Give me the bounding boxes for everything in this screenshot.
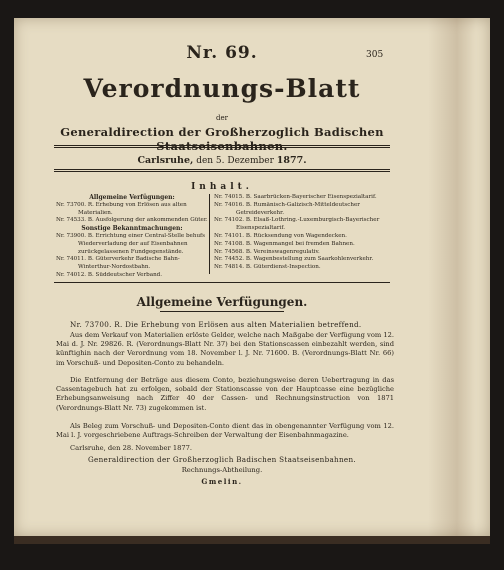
page-number: 305	[366, 50, 384, 60]
page-bottom-edge	[14, 536, 490, 544]
toc-entry: Nr. 74012. B. Süddeutscher Verband.	[56, 271, 163, 278]
toc-entry: Nr. 74101. B. Rücksendung von Wagendecken.	[214, 232, 347, 239]
paragraph-1: Aus dem Verkauf von Materialien erlöste Gelder, welche nach Maßgabe der Verfügung vom 12. Mai d. J. Nr. 29826. R. (Verordnungs-Blatt Nr. 37) bei den Stationscassen einbezahlt werden, sind künftighin nach der Verordnung vom 18. November l. J. Nr. 71600. B. (Verordnungs-Blatt Nr. 66) im Vorschuß- und Depositen-Conto zu behandeln.	[56, 331, 394, 367]
header-rule	[54, 145, 390, 146]
toc-entry: Nr. 74533. B. Ausfolgerung der ankommenden Güter.	[56, 217, 208, 224]
toc-entry: Nr. 74108. B. Wagenmangel bei fremden Bahnen.	[214, 240, 355, 247]
toc-entry: Nr. 74568. B. Vereinswagenregulativ.	[214, 248, 320, 255]
toc-entry: Nr. 74016. B. Rumänisch-Galizisch-Mitteldeutscher Getreideverkehr.	[214, 201, 360, 216]
date-rule	[54, 169, 390, 170]
page-fold-shadow	[428, 18, 476, 536]
toc-entry: Nr. 73900. B. Errichtung einer Central-Stelle behufs Wiederverladung der auf Eisenbahnen zurückgelassenen Fundgegenstände.	[56, 232, 205, 255]
date-year: 1877.	[276, 155, 307, 166]
paragraph-3: Als Beleg zum Vorschuß- und Depositen-Conto dient das in obengenannter Verfügung vom 12. Mai l. J. vorgeschriebene Auftrags-Schreiben der Verwaltung der Eisenbahnmagazine.	[56, 422, 394, 440]
document-title: Verordnungs-Blatt	[83, 74, 361, 103]
toc-entry: Nr. 74011. B. Güterverkehr Badische Bahn-Winterthur-Nordostbahn.	[56, 256, 180, 271]
toc-entry: Nr. 74015. B. Saarbrücken-Bayerischer Eisenspezialtarif.	[214, 194, 377, 200]
signature-name: Gmelin.	[201, 477, 243, 486]
toc-divider	[209, 194, 210, 274]
ordinance-headline: Nr. 73700. R. Die Erhebung von Erlösen aus alten Materialien betreffend.	[70, 320, 362, 329]
signature-department: Rechnungs-Abtheilung.	[181, 466, 263, 474]
issue-number: Nr. 69.	[186, 43, 258, 63]
section-underline	[160, 311, 284, 312]
paragraph-2: Die Entfernung der Beträge aus diesem Conto, beziehungsweise deren Uebertragung in das Cassentagebuch hat zu erfolgen, sobald der Stationscasse von der Hauptcasse eine bezügliche Erhebungsanweisung nach Ziffer 40 der Cassen- und Rechnungsinstruction von 1871 (Verordnungs-Blatt Nr. 73) zugekommen ist.	[56, 376, 394, 412]
toc-end-rule	[54, 282, 390, 283]
authority-name: Generaldirection der Großherzoglich Badischen Staatseisenbahnen.	[60, 125, 384, 153]
toc-group-heading: Sonstige Bekanntmachungen:	[81, 225, 183, 233]
header-rule-thin	[54, 147, 390, 148]
toc-heading: Inhalt.	[191, 182, 253, 192]
toc-entry: Nr. 74102. B. Elsaß-Lothring.-Luxemburgisch-Bayerischer Eisenspezialtarif.	[214, 217, 380, 232]
signature-organization: Generaldirection der Großherzoglich Badischen Staatseisenbahnen.	[88, 455, 356, 464]
toc-column-left	[56, 194, 208, 280]
section-title: Allgemeine Verfügungen.	[136, 295, 308, 309]
toc-column-right	[214, 194, 394, 272]
toc-entry: Nr. 74814. B. Güterdienst-Inspection.	[214, 264, 321, 271]
toc-entry: Nr. 73700. R. Erhebung von Erlösen aus alten Materialien.	[56, 201, 187, 216]
toc-entry: Nr. 74452. B. Wagenbestellung zum Saarkohlenverkehr.	[214, 256, 374, 263]
place-date: Carlsruhe, den 28. November 1877.	[70, 444, 192, 452]
date-rule-thin	[54, 171, 390, 172]
date-place: Carlsruhe,	[137, 155, 194, 166]
toc-group-heading: Allgemeine Verfügungen:	[89, 194, 175, 201]
title-connector: der	[216, 114, 228, 122]
issue-date	[30, 155, 414, 166]
date-text: den 5. Dezember	[196, 156, 274, 166]
